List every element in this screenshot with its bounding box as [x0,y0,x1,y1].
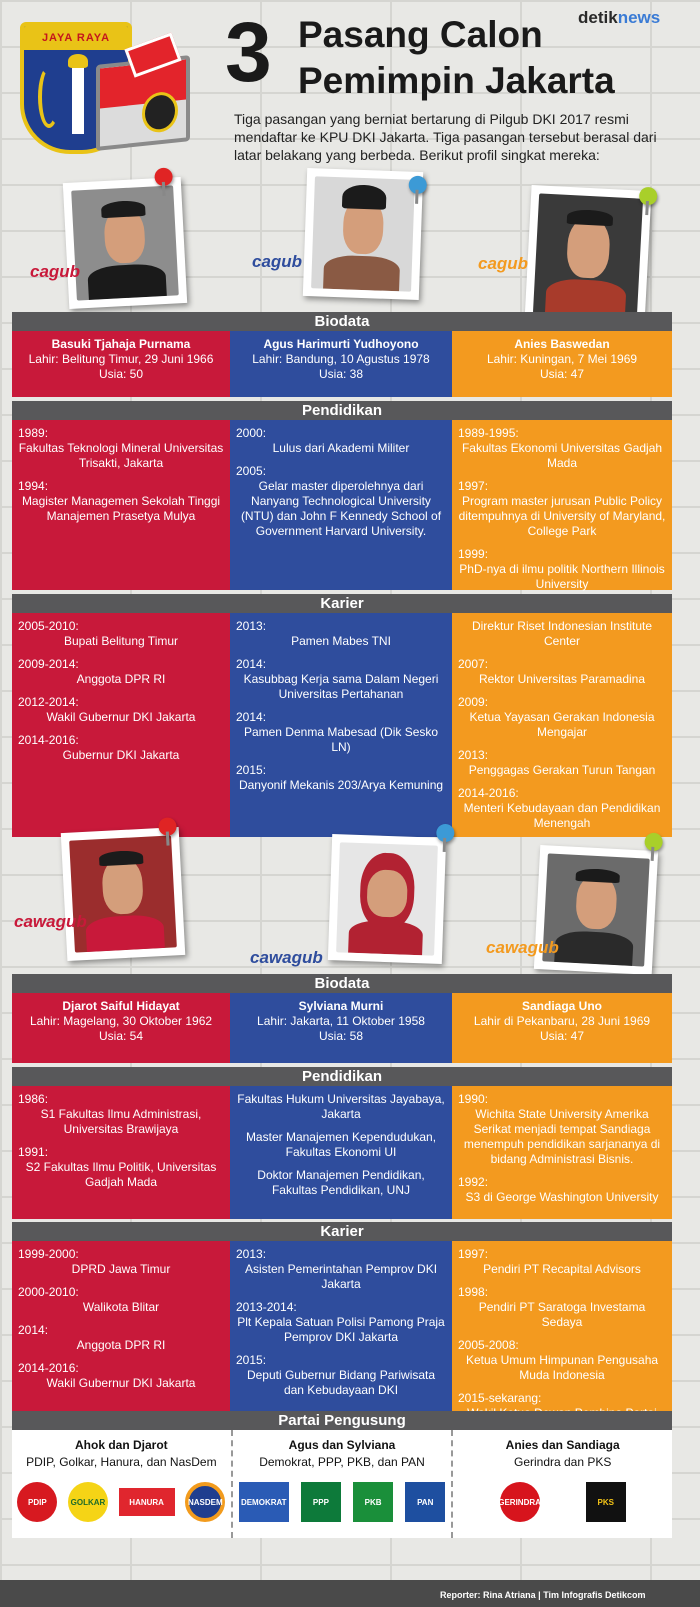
list-item: 2014-2016: Menteri Kebudayaan dan Pendidikan Menengah [458,786,661,830]
list-item: 2013-2014: Plt Kepala Satuan Polisi Pamong Praja Pemprov DKI Jakarta [236,1300,445,1344]
section-header-pendidikan: Pendidikan [12,1067,672,1086]
footer-credit: Reporter: Rina Atriana | Tim Infografis Detikcom [440,1590,646,1600]
list-item: Master Manajemen Kependudukan, Fakultas Ekonomi UI [245,1130,437,1159]
section-header-partai: Partai Pengusung [12,1411,672,1430]
pushpin-red-icon [154,167,173,186]
party-group-anies-sandiaga: Anies dan Sandiaga Gerindra dan PKS GERINDRA PKS [453,1430,672,1538]
list-item: 1999: PhD-nya di ilmu politik Northern Illinois University [458,547,665,591]
list-item: 2005-2008: Ketua Umum Himpunan Pengusaha Muda Indonesia [458,1338,659,1382]
list-item: 2012-2014: Wakil Gubernur DKI Jakarta [18,695,196,724]
list-item: 1989: Fakultas Teknologi Mineral Universitas Trisakti, Jakarta [18,426,224,470]
section-header-pendidikan: Pendidikan [12,401,672,420]
list-item: 2014: Pamen Denma Mabesad (Dik Sesko LN) [236,710,439,754]
list-item: 2013: Asisten Pemerintahan Pemprov DKI Jakarta [236,1247,438,1291]
demokrat-logo: DEMOKRAT [239,1482,289,1522]
monas-icon [72,60,84,134]
headline-title: Pasang Calon Pemimpin Jakarta [298,14,615,101]
list-item: 2014-2016: Wakil Gubernur DKI Jakarta [18,1361,196,1390]
list-item: 2007: Rektor Universitas Paramadina [458,657,646,686]
bio-card: Sandiaga Uno Lahir di Pekanbaru, 28 Juni 1969 Usia: 47 [452,993,672,1063]
bio-card: Agus Harimurti Yudhoyono Lahir: Bandung, 10 Agustus 1978 Usia: 38 [230,331,452,397]
career-card [12,1241,230,1429]
education-card [12,420,230,590]
list-item: Direktur Riset Indonesian Institute Center [471,619,653,648]
list-item: 2005: Gelar master diperolehnya dari Nanyang Technological University (NTU) dan John F Kennedy School of Government Harvard University. [236,464,442,538]
list-item: 2014: Kasubbag Kerja sama Dalam Negeri Universitas Pertahanan [236,657,439,701]
pan-logo: PAN [405,1482,445,1522]
list-item: 1992: S3 di George Washington University [458,1175,659,1204]
photo-anies [525,185,652,327]
list-item: 1999-2000: DPRD Jawa Timur [18,1247,171,1276]
section-header-karier: Karier [12,1222,672,1241]
list-item: 2014-2016: Gubernur DKI Jakarta [18,733,180,762]
gerindra-logo: GERINDRA [500,1482,540,1522]
list-item: 2013: Pamen Mabes TNI [236,619,391,648]
list-item: 2015: Deputi Gubernur Bidang Pariwisata dan Kebudayaan DKI [236,1353,436,1397]
list-item: 2015: Danyonif Mekanis 203/Arya Kemuning [236,763,444,792]
section-header-karier: Karier [12,594,672,613]
career-card [230,1241,452,1429]
list-item: 2000-2010: Walikota Blitar [18,1285,160,1314]
list-item: 2009-2014: Anggota DPR RI [18,657,166,686]
party-group-ahok-djarot: Ahok dan Djarot PDIP, Golkar, Hanura, dan NasDem PDIP GOLKAR HANURA NASDEM [12,1430,233,1538]
career-card [230,613,452,837]
list-item: Doktor Manajemen Pendidikan, Fakultas Pendidikan, UNJ [257,1168,425,1197]
pks-logo: PKS [586,1482,626,1522]
photo-basuki [63,177,187,309]
cawagub-biodata-row [12,993,672,1063]
photo-sylviana [328,834,446,964]
list-item: 2013: Penggagas Gerakan Turun Tangan [458,748,656,777]
role-label-cagub: cagub [478,254,529,273]
list-item: 1989-1995: Fakultas Ekonomi Universitas Gadjah Mada [458,426,663,470]
education-card [452,1086,672,1219]
intro-paragraph: Tiga pasangan yang berniat bertarung di Pilgub DKI 2017 resmi mendaftar ke KPU DKI Jakarta. Tiga pasangan tersebut berasal dari latar belakang yang berbeda. Berikut profil singkat mereka: [234,111,657,163]
list-item: 1990: Wichita State University Amerika Serikat menjadi tempat Sandiaga menempuh pendidikan sarjananya di bidang Administrasi Bisnis. [458,1092,661,1166]
list-item: 1991: S2 Fakultas Ilmu Politik, Universitas Gadjah Mada [18,1145,217,1189]
flame-icon [68,54,88,68]
list-item: 2015-sekarang: [458,1391,542,1405]
party-panel [12,1430,672,1538]
photo-djarot [61,827,186,961]
career-card [452,1241,672,1429]
cagub-career-row [12,613,672,837]
party-group-agus-sylviana: Agus dan Sylviana Demokrat, PPP, PKB, dan PAN DEMOKRAT PPP PKB PAN [233,1430,454,1538]
education-card [230,420,452,590]
cawagub-education-row [12,1086,672,1219]
photo-agus [303,168,423,300]
cagub-education-row [12,420,672,590]
career-card [12,613,230,837]
role-label-cawagub: cawagub [14,912,87,931]
nasdem-logo: NASDEM [185,1482,225,1522]
golkar-logo: GOLKAR [68,1482,108,1522]
pushpin-red-icon [158,817,177,836]
section-header-biodata: Biodata [12,974,672,993]
list-item: Fakultas Hukum Universitas Jayabaya, Jakarta [237,1092,445,1121]
cagub-biodata-row [12,331,672,397]
emblem-label: JAYA RAYA [24,26,128,50]
list-item: 1994: Magister Managemen Sekolah Tinggi Manajemen Prasetya Mulya [18,479,221,523]
education-card [12,1086,230,1219]
hanura-logo: HANURA [119,1488,175,1516]
role-label-cagub: cagub [30,262,81,281]
ppp-logo: PPP [301,1482,341,1522]
education-card [452,420,672,590]
career-card [452,613,672,837]
education-card [230,1086,452,1219]
pkb-logo: PKB [353,1482,393,1522]
bio-card: Djarot Saiful Hidayat Lahir: Magelang, 30 Oktober 1962 Usia: 54 [12,993,230,1063]
list-item: 1986: S1 Fakultas Ilmu Administrasi, Universitas Brawijaya [18,1092,202,1136]
list-item: 1997: Pendiri PT Recapital Advisors [458,1247,641,1276]
cawagub-career-row [12,1241,672,1429]
list-item: 2009: Ketua Yayasan Gerakan Indonesia Mengajar [458,695,655,739]
role-label-cawagub: cawagub [250,948,323,967]
list-item: 2014: Anggota DPR RI [18,1323,166,1352]
headline-number: 3 [225,5,272,99]
detiknews-logo: detiknews [578,8,661,27]
role-label-cawagub: cawagub [486,938,559,957]
bio-card: Basuki Tjahaja Purnama Lahir: Belitung Timur, 29 Juni 1966 Usia: 50 [12,331,230,397]
pdip-logo: PDIP [17,1482,57,1522]
emblem-leaf-left [38,66,60,128]
role-label-cagub: cagub [252,252,303,271]
section-header-biodata: Biodata [12,312,672,331]
list-item: 1997: Program master jurusan Public Policy ditempuhnya di University of Maryland, College Park [458,479,666,538]
list-item: 2000: Lulus dari Akademi Militer [236,426,410,455]
list-item: 1998: Pendiri PT Saratoga Investama Sedaya [458,1285,646,1329]
bio-card: Sylviana Murni Lahir: Jakarta, 11 Oktober 1958 Usia: 58 [230,993,452,1063]
list-item: 2005-2010: Bupati Belitung Timur [18,619,179,648]
bio-card: Anies Baswedan Lahir: Kuningan, 7 Mei 1969 Usia: 47 [452,331,672,397]
